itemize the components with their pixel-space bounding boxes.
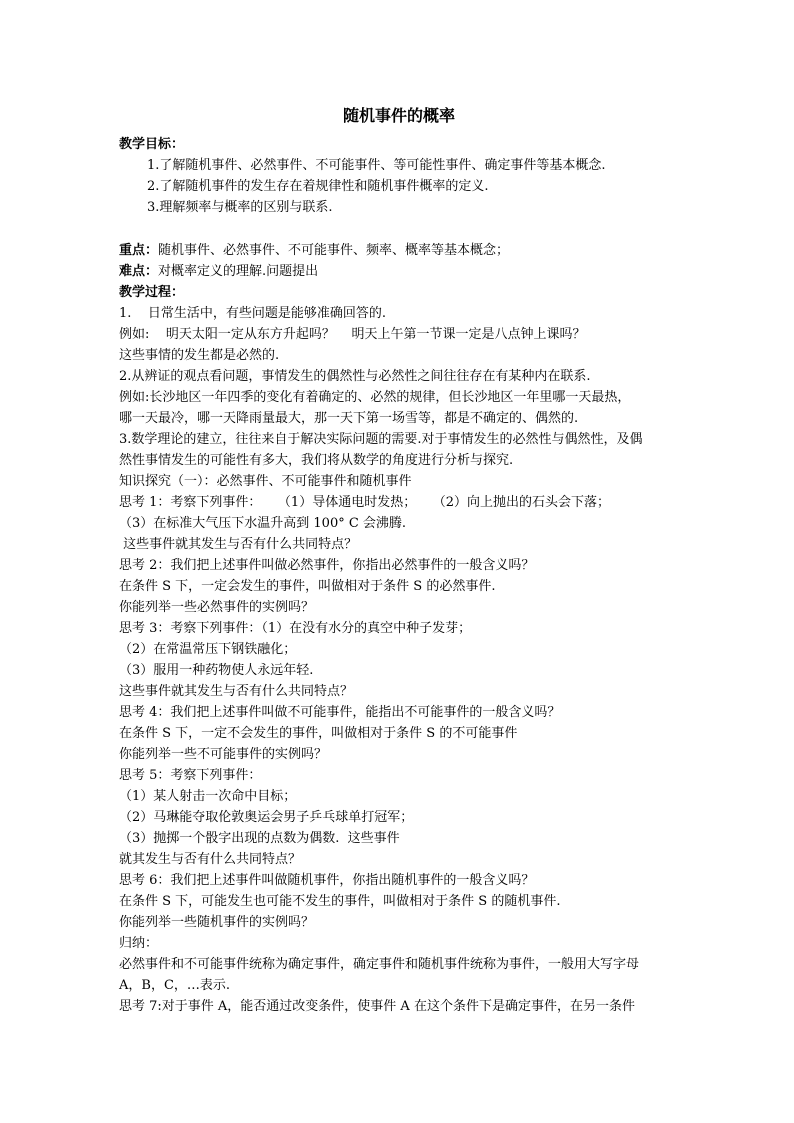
body-line: 你能列举一些必然事件的实例吗？ [119,600,315,615]
difficulty [119,261,679,282]
body-line: 思考 4：我们把上述事件叫做不可能事件，能指出不可能事件的一般含义吗？ [119,705,561,720]
difficulty-label: 难点： [119,264,159,279]
document-title: 随机事件的概率 [342,106,455,125]
body-line: 思考 2：我们把上述事件叫做必然事件，你指出必然事件的一般含义吗？ [119,558,535,573]
body-line: 思考 7:对于事件 A，能否通过改变条件，使事件 A 在这个条件下是确定事件，在另一条件 [119,999,635,1014]
body-line: 然性事情发生的可能性有多大，我们将从数学的角度进行分析与探究. [119,453,514,468]
body-line: 必然事件和不可能事件统称为确定事件，确定事件和随机事件统称为事件，一般用大写字母 [119,957,640,972]
body-line: （2）马琳能夺取伦敦奥运会男子乒乓球单打冠军； [119,810,414,825]
body-line: 在条件 S 下，一定会发生的事件，叫做相对于条件 S 的必然事件. [119,579,496,594]
document-page [119,104,679,1017]
body-line: 就其发生与否有什么共同特点？ [119,852,302,867]
body-line: 思考 5：考察下列事件： [119,768,262,783]
body-line: 你能列举一些随机事件的实例吗？ [119,915,315,930]
body-line: A，B，C，…表示. [119,978,231,993]
body-line: 这些事件就其发生与否有什么共同特点？ [119,684,354,699]
body-line: （3）服用一种药物使人永远年轻. [119,663,314,678]
body-line: 思考 6：我们把上述事件叫做随机事件，你指出随机事件的一般含义吗？ [119,873,535,888]
body-line: 例如:长沙地区一年四季的变化有着确定的、必然的规律，但长沙地区一年里哪一天最热， [119,390,631,405]
objective-item: 2.了解随机事件的发生存在着规律性和随机事件概率的定义. [147,179,489,194]
body-line: 在条件 S 下，一定不会发生的事件，叫做相对于条件 S 的不可能事件 [119,726,518,741]
body-line: 这些事件就其发生与否有什么共同特点？ [119,537,358,552]
process-body [119,303,679,1017]
body-line: 这些事情的发生都是必然的. [119,348,280,363]
spacer [119,218,679,240]
body-line: 你能列举一些不可能事件的实例吗？ [119,747,328,762]
body-line: 思考 3：考察下列事件：（1）在没有水分的真空中种子发芽； [119,621,472,636]
body-line: 2.从辨证的观点看问题，事情发生的偶然性与必然性之间往往存在有某种内在联系. [119,369,591,384]
process-heading: 教学过程： [119,285,185,300]
body-line: 在条件 S 下，可能发生也可能不发生的事件，叫做相对于条件 S 的随机事件. [119,894,561,909]
body-line: 哪一天最冷，哪一天降雨量最大，那一天下第一场雪等，都是不确定的、偶然的. [119,411,579,426]
body-line: 例如: 明天太阳一定从东方升起吗？ 明天上午第一节课一定是八点钟上课吗？ [119,327,586,342]
difficulty-text: 对概率定义的理解.问题提出 [158,264,319,279]
body-line: （2）在常温常压下钢铁融化； [119,642,297,657]
body-line: （3）抛掷一个骰字出现的点数为偶数. 这些事件 [119,831,400,846]
objective-item: 1.了解随机事件、必然事件、不可能事件、等可能性事件、确定事件等基本概念. [147,158,606,173]
body-line: 思考 1：考察下列事件： （1）导体通电时发热； （2）向上抛出的石头会下落； [119,495,611,510]
body-line: （1）某人射击一次命中目标； [119,789,297,804]
body-line: 3.数学理论的建立，往往来自于解决实际问题的需要.对于事情发生的必然性与偶然性，及偶 [119,432,643,447]
key-points-text: 随机事件、必然事件、不可能事件、频率、概率等基本概念； [158,243,510,258]
key-points [119,240,679,261]
key-points-label: 重点： [119,243,159,258]
body-line: 归纳： [119,936,159,951]
objectives-heading: 教学目标： [119,137,185,152]
body-line: （3）在标准大气压下水温升高到 100° C 会沸腾. [119,516,407,531]
body-line: 知识探究（一）：必然事件、不可能事件和随机事件 [119,474,412,489]
objective-item: 3.理解频率与概率的区别与联系. [147,200,333,215]
body-line: 1. 日常生活中，有些问题是能够准确回答的. [119,306,387,321]
